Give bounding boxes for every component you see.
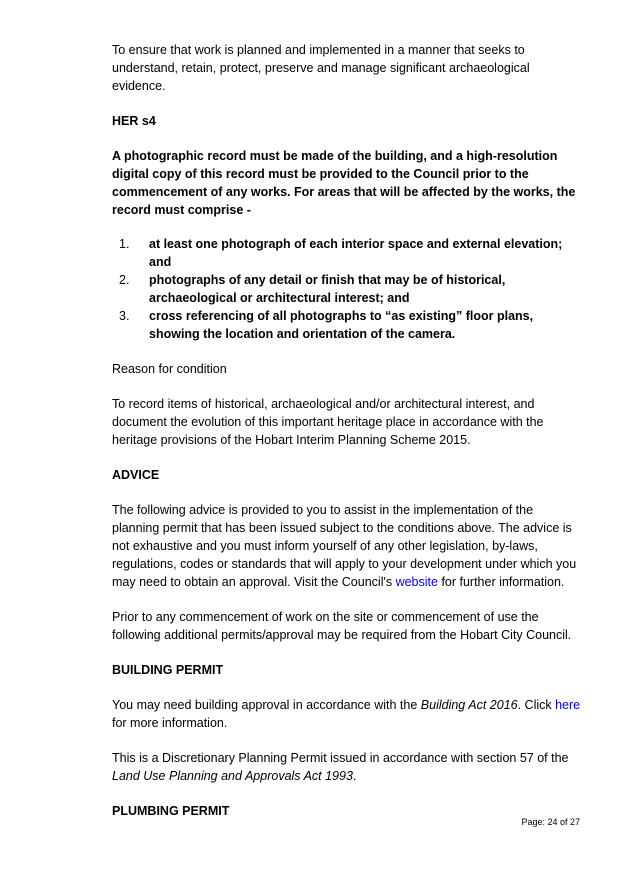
reason-paragraph: To record items of historical, archaeological and/or architectural interest, and document the evolution of this important heritage place in accordance with the heritage provisions of the Hobart Interim Planning Scheme 2015. — [112, 397, 544, 447]
page-number: Page: 24 of 27 — [521, 817, 580, 827]
website-link[interactable]: website — [395, 575, 438, 589]
advice-heading: ADVICE — [112, 468, 160, 482]
reason-label: Reason for condition — [112, 362, 227, 376]
discretionary-text: This is a Discretionary Planning Permit issued in accordance with section 57 of the — [112, 751, 569, 765]
list-item — [112, 235, 582, 271]
discretionary-text-end: . — [352, 769, 357, 783]
list-item-text: cross referencing of all photographs to “as existing” floor plans, showing the location and orientation of the camera. — [149, 309, 534, 341]
building-act-title: Building Act 2016 — [420, 698, 518, 712]
her-condition-paragraph: A photographic record must be made of the building, and a high-resolution digital copy of this record must be provided to the Council prior to the commencement of any works. For areas that will be affected by the works, the record must comprise - — [112, 149, 576, 217]
list-item-number: 2. — [119, 273, 130, 287]
building-text-click: . Click — [517, 698, 556, 712]
list-item-text: at least one photograph of each interior space and external elevation; and — [149, 237, 563, 269]
plumbing-permit-heading: PLUMBING PERMIT — [112, 804, 230, 818]
advice-text: The following advice is provided to you to assist in the implementation of the planning permit that has been issued subject to the conditions above. The advice is not exhaustive and you must inform yourself of any other legislation, by-laws, regulations, codes or standards that will apply to your development under which you may need to obtain an approval. Visit the Council's — [112, 503, 577, 589]
here-link[interactable]: here — [555, 698, 581, 712]
intro-paragraph: To ensure that work is planned and implemented in a manner that seeks to understand, retain, protect, preserve and manage significant archaeological evidence. — [112, 43, 530, 93]
advice-text-end: for further information. — [437, 575, 565, 589]
list-item-number: 3. — [119, 309, 130, 323]
list-item — [112, 307, 582, 343]
building-paragraph — [112, 696, 582, 732]
her-heading: HER s4 — [112, 114, 156, 128]
planning-act-title: Land Use Planning and Approvals Act 1993 — [112, 769, 353, 783]
list-item — [112, 271, 582, 307]
prior-paragraph: Prior to any commencement of work on the site or commencement of use the following additional permits/approval may be required from the Hobart City Council. — [112, 610, 572, 642]
page-content — [112, 41, 582, 820]
building-text-end: for more information. — [112, 716, 228, 730]
her-requirements-list — [112, 235, 582, 343]
list-item-number: 1. — [119, 237, 130, 251]
discretionary-paragraph — [112, 749, 582, 785]
advice-paragraph — [112, 501, 582, 591]
building-text: You may need building approval in accordance with the — [112, 698, 421, 712]
list-item-text: photographs of any detail or finish that may be of historical, archaeological or architectural interest; and — [149, 273, 506, 305]
building-permit-heading: BUILDING PERMIT — [112, 663, 224, 677]
